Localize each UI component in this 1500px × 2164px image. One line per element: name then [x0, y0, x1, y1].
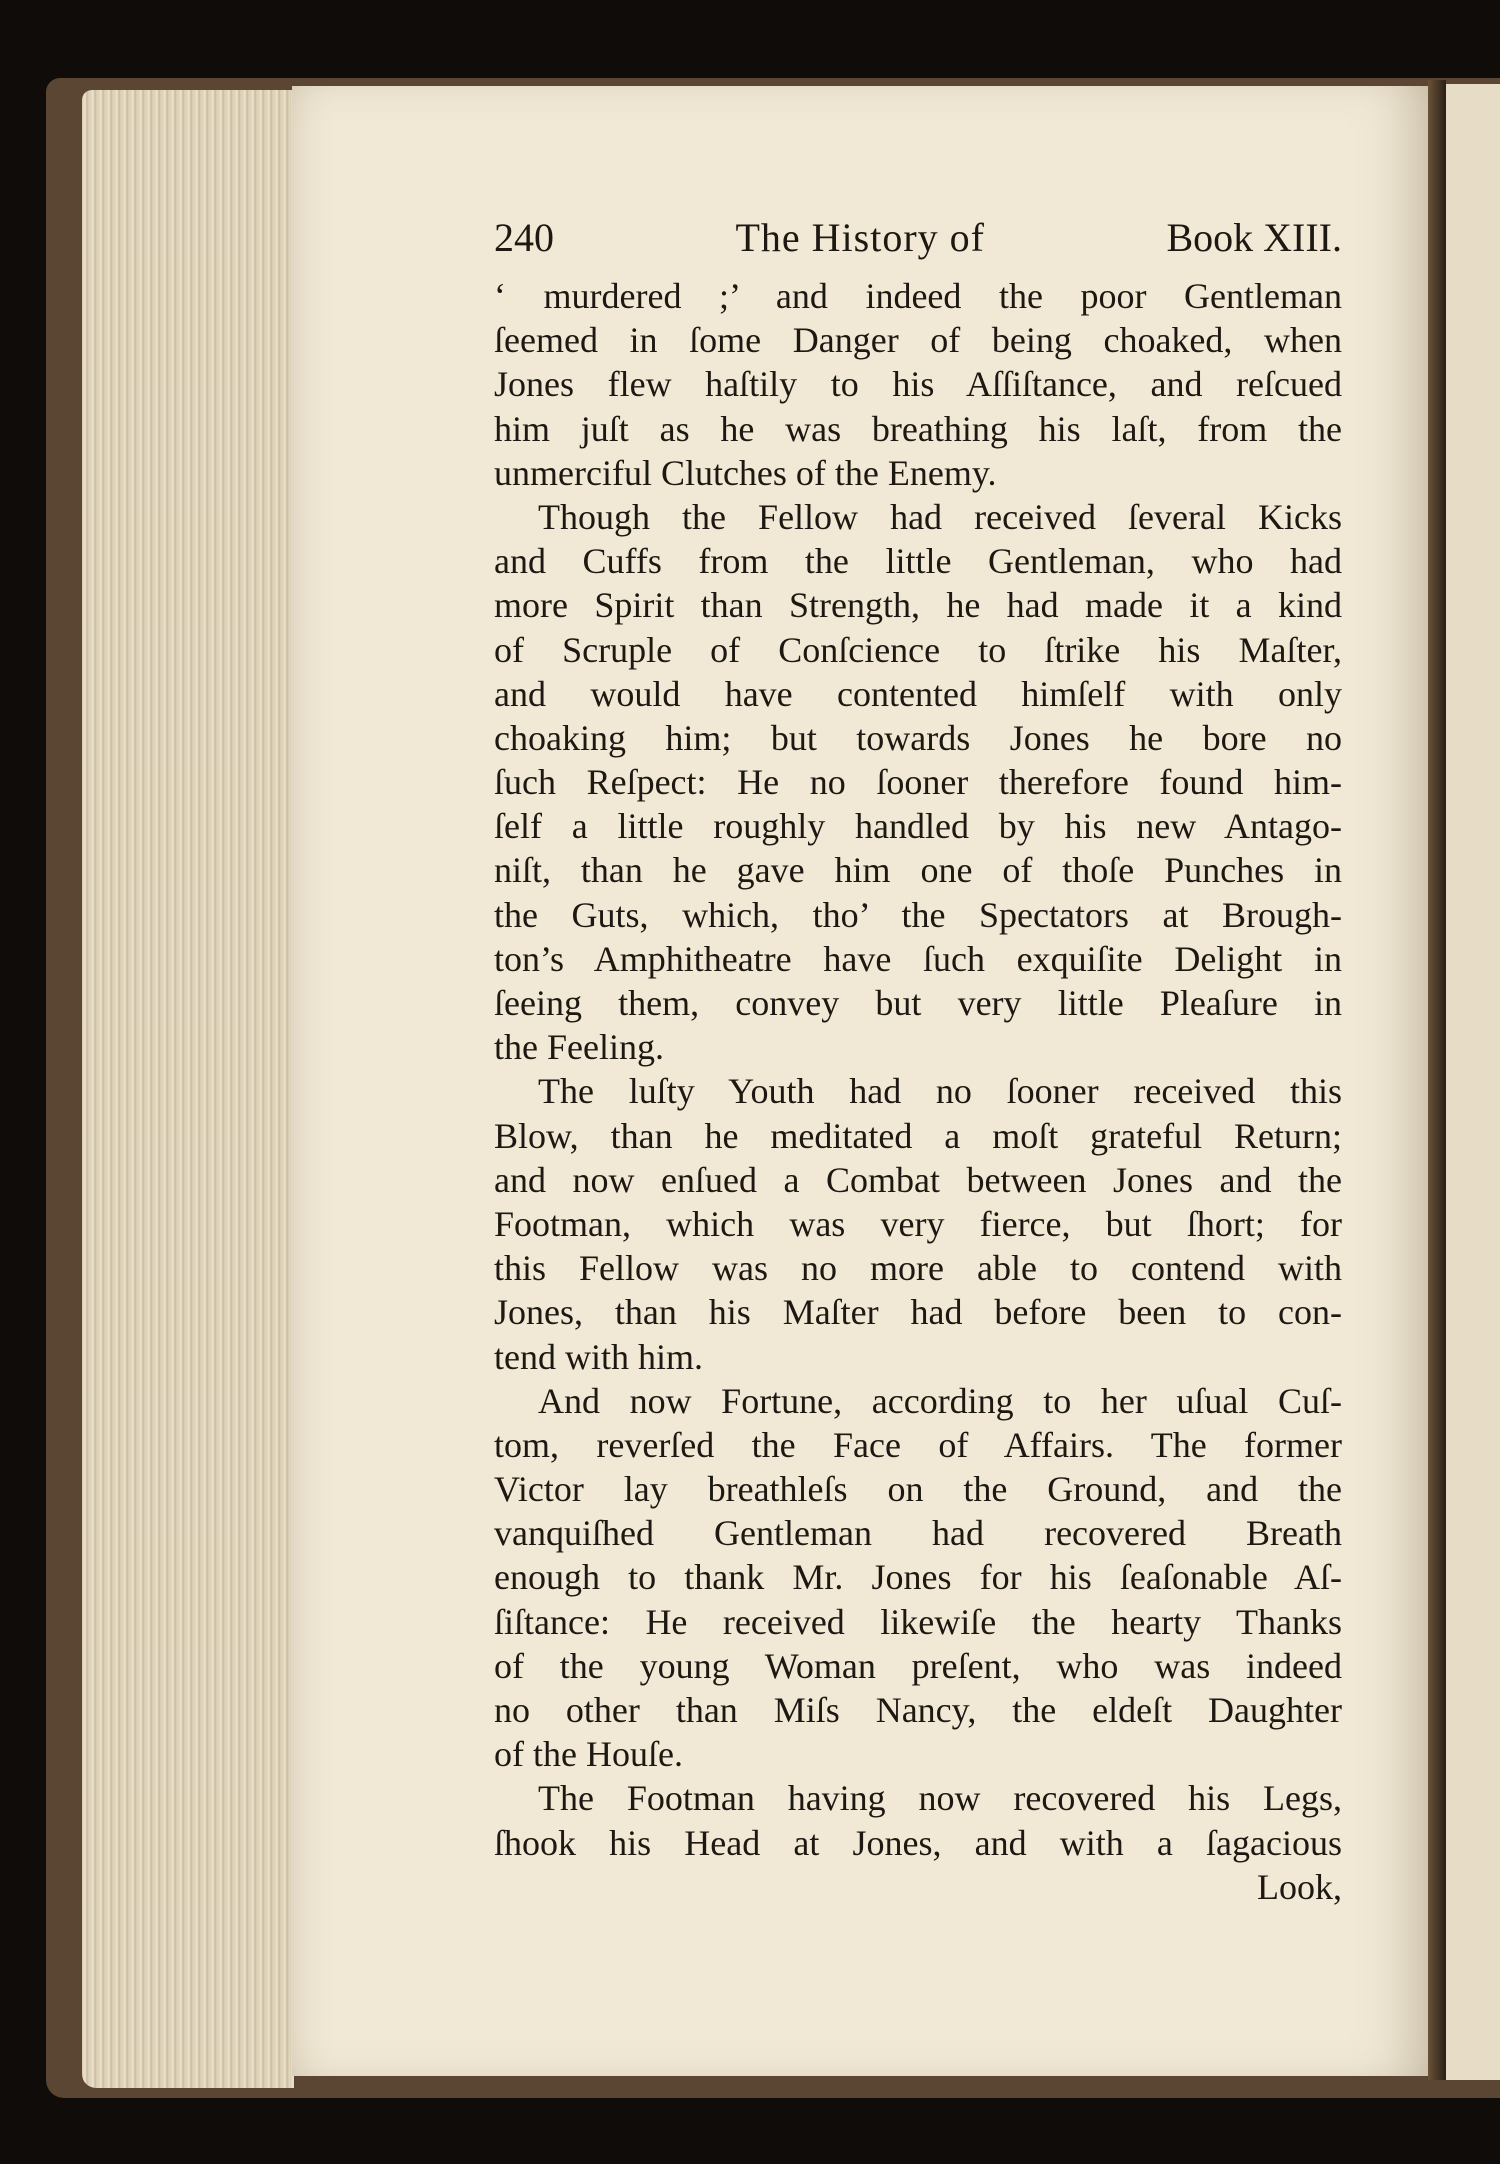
text-line: the Guts, which, tho’ the Spectators at Brough-	[494, 894, 1342, 935]
text-line: the Feeling.	[494, 1027, 664, 1068]
text-line: Footman, which was very fierce, but ſhort; for	[494, 1203, 1342, 1244]
page-text	[494, 216, 1342, 1909]
text-line: more Spirit than Strength, he had made it a kind	[494, 585, 1342, 626]
text-line: enough to thank Mr. Jones for his ſeaſonable Aſ-	[494, 1557, 1342, 1598]
text-line: tend with him.	[494, 1336, 703, 1377]
text-line: Jones, than his Maſter had before been to con-	[494, 1292, 1342, 1333]
text-line: Though the Fellow had received ſeveral Kicks	[538, 496, 1342, 537]
facing-page-edge	[1446, 84, 1500, 2080]
text-line: choaking him; but towards Jones he bore no	[494, 717, 1342, 758]
text-line: The luſty Youth had no ſooner received this	[538, 1071, 1342, 1112]
text-line: niſt, than he gave him one of thoſe Punches in	[494, 850, 1342, 891]
text-line: and Cuffs from the little Gentleman, who had	[494, 541, 1342, 582]
text-line: and would have contented himſelf with only	[494, 673, 1342, 714]
page-number: 240	[494, 215, 554, 260]
running-title: The History of	[735, 215, 985, 260]
text-line: And now Fortune, according to her uſual Cuſ-	[538, 1380, 1342, 1421]
text-line: tom, reverſed the Face of Affairs. The former	[494, 1424, 1342, 1465]
text-line: vanquiſhed Gentleman had recovered Breath	[494, 1513, 1342, 1554]
text-line: Victor lay breathleſs on the Ground, and the	[494, 1469, 1342, 1510]
text-line: ‘ murdered ;’ and indeed the poor Gentleman	[494, 276, 1342, 316]
running-header	[494, 216, 1342, 274]
page-edges	[82, 90, 294, 2088]
text-line: ſeemed in ſome Danger of being choaked, when	[494, 320, 1342, 361]
text-line: ton’s Amphitheatre have ſuch exquiſite Delight in	[494, 938, 1342, 979]
book-gutter	[1428, 80, 1446, 2080]
text-line: him juſt as he was breathing his laſt, from the	[494, 408, 1342, 449]
text-line: and now enſued a Combat between Jones and the	[494, 1159, 1342, 1200]
text-line: unmerciful Clutches of the Enemy.	[494, 452, 997, 493]
text-line: of the young Woman preſent, who was indeed	[494, 1645, 1342, 1686]
text-line: this Fellow was no more able to contend with	[494, 1248, 1342, 1289]
text-line: Jones flew haſtily to his Aſſiſtance, and reſcued	[494, 364, 1342, 405]
text-line: no other than Miſs Nancy, the eldeſt Daughter	[494, 1690, 1342, 1730]
text-line: ſelf a little roughly handled by his new Antago-	[494, 806, 1342, 847]
text-line: of the Houſe.	[494, 1734, 683, 1775]
book-label: Book XIII.	[1166, 215, 1342, 260]
text-line: ſhook his Head at Jones, and with a ſagacious	[494, 1822, 1342, 1863]
text-line: ſiſtance: He received likewiſe the hearty Thanks	[494, 1601, 1342, 1642]
text-line: ſuch Reſpect: He no ſooner therefore found him-	[494, 762, 1342, 803]
text-line: ſeeing them, convey but very little Pleaſure in	[494, 983, 1342, 1023]
text-line: of Scruple of Conſcience to ſtrike his Maſter,	[494, 629, 1342, 670]
text-line: Blow, than he meditated a moſt grateful Return;	[494, 1115, 1342, 1156]
text-line: The Footman having now recovered his Legs,	[538, 1778, 1342, 1819]
catchword: Look,	[1257, 1866, 1342, 1907]
